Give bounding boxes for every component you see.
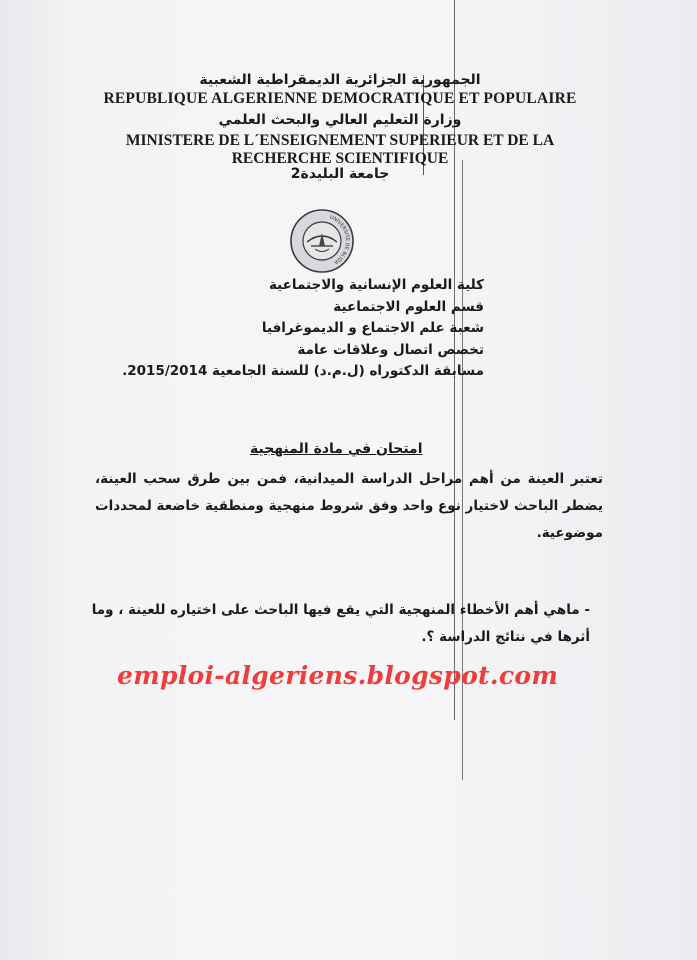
header-french-ministry [60,132,620,168]
exam-paragraph: تعتبر العينة من أهم مراحل الدراسة الميدانية، فمن بين طرق سحب العينة، يضطر الباحث لاختيار نوع واحد وفق شروط منهجية ومنطقية خاضعة لمحددات موضوعية. [95,471,603,541]
header-french-ministry-line2: RECHERCHE SCIENTIFIQUE [231,150,449,167]
header-french-ministry-line1: MINISTERE DE L´ENSEIGNEMENT SUPERIEUR ET DE LA [125,132,555,149]
specialty-line: تخصص اتصال وعلاقات عامة [297,341,484,358]
exam-title: امتحان في مادة المنهجية [250,441,423,457]
header-arabic-ministry: وزارة التعليم العالي والبحث العلمي [218,112,462,128]
header-french-republic: REPUBLIQUE ALGERIENNE DEMOCRATIQUE ET POPULAIRE [103,90,577,107]
header-arabic-university: جامعة البليدة2 [290,166,390,182]
university-seal-icon [289,208,355,274]
branch-line: شعبة علم الاجتماع و الديموغرافيا [261,320,484,336]
faculty-info [122,275,484,383]
seal-text: UNIVERSITE DE BLIDA [328,214,351,266]
faculty-line: كلية العلوم الإنسانية والاجتماعية [268,277,484,293]
header-arabic-republic: الجمهورية الجزائرية الديمقراطية الشعبية [199,72,481,88]
watermark-text: emploi-algeriens.blogspot.com [117,661,559,690]
competition-line: مسابقة الدكتوراه (ل.م.د) للسنة الجامعية 2015/2014. [122,363,484,379]
department-line: قسم العلوم الاجتماعية [333,298,484,315]
exam-question: - ماهي أهم الأخطاء المنهجية التي يقع فيها الباحث على اختياره للعينة ، وما أثرها في نتائج الدراسة ؟. [91,602,590,645]
